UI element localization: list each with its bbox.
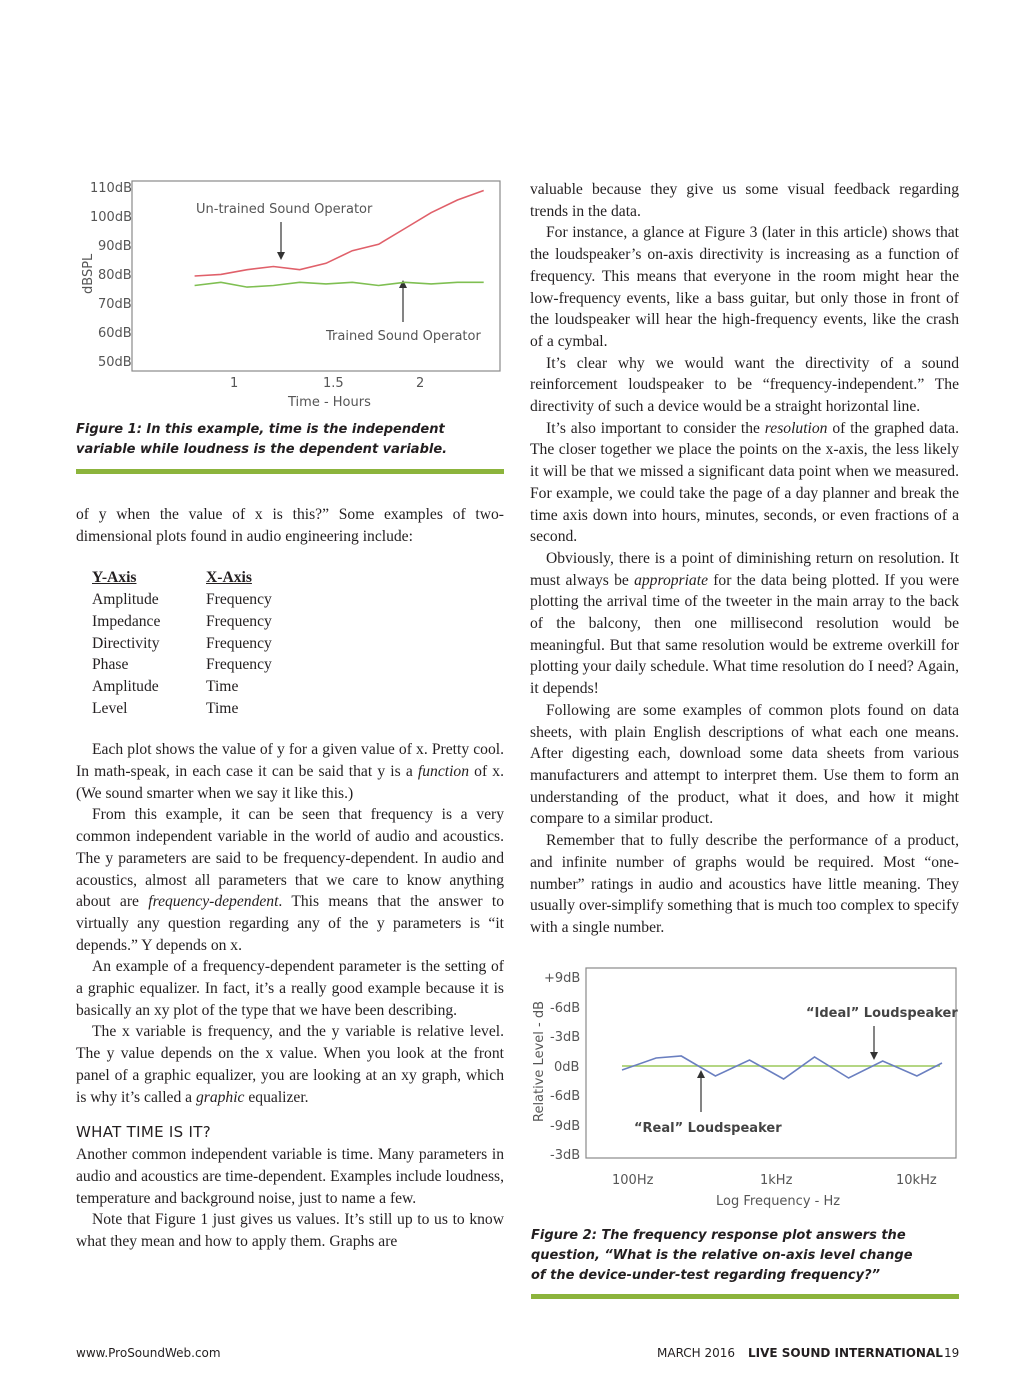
section-heading: WHAT TIME IS IT? bbox=[76, 1123, 211, 1142]
table-row: Directivity Frequency bbox=[92, 634, 272, 652]
left-paragraph-7: Note that Figure 1 just gives us values. It’s still up to us to know what they mean and how to apply them. Graphs are bbox=[76, 1211, 504, 1251]
right-paragraph-6: Following are some examples of common plots found on data sheets, with plain English descriptions of what each one means. After digesting each, download some data sheets from various manufacturers and attempt to interpret them. Use them to form an understanding of the product, what it does, and how it might compare to a similar product. bbox=[530, 701, 959, 828]
fig2-xtick: 1kHz bbox=[760, 1173, 793, 1188]
left-column bbox=[76, 504, 504, 1253]
figure1-caption: Figure 1: In this example, time is the independent variable while loudness is the dependent variable. bbox=[76, 422, 448, 457]
fig1-ytick: 90dB bbox=[98, 239, 132, 254]
right-paragraph-4: It’s also important to consider the resolution of the graphed data. The closer together we place the points on the x-axis, the less likely it will be that we missed a significant data point when we measured. For example, we could take the page of a day planner and break the time axis down into hours, minutes, seconds, or even fractions of a second. bbox=[530, 419, 960, 546]
fig2-ytick: +9dB bbox=[544, 971, 581, 986]
table-row: Amplitude Frequency bbox=[92, 591, 272, 609]
fig2-ytick: -6dB bbox=[550, 1001, 581, 1016]
table-row: Level Time bbox=[92, 699, 239, 717]
right-paragraph-3: It’s clear why we would want the directivity of a sound reinforcement loudspeaker to be “frequency-independent.” The directivity of such a device would be a straight horizontal line. bbox=[530, 354, 959, 416]
fig2-annotation-ideal: “Ideal” Loudspeaker bbox=[806, 1006, 958, 1021]
right-paragraph-7: Remember that to fully describe the performance of a product, and infinite number of graphs would be required. Most “one-number” ratings in audio and acoustics have little meaning. They usually over-simplify something that is much too complex to specify with a single number. bbox=[530, 832, 959, 936]
fig1-xlabel: Time - Hours bbox=[288, 395, 371, 410]
figure2-divider bbox=[531, 1294, 959, 1299]
left-paragraph-4: An example of a frequency-dependent parameter is the setting of a graphic equalizer. In fact, it’s a really good example because it is basically an xy plot of the type that we have been describing. bbox=[76, 958, 504, 1019]
footer-date: MARCH 2016 bbox=[657, 1346, 736, 1360]
footer-page-number: 19 bbox=[944, 1346, 960, 1360]
figure2-caption: Figure 2: The frequency response plot answers the question, “What is the relative on-axis level change of the device-under-test regarding frequency?” bbox=[531, 1228, 913, 1283]
fig1-xtick: 1 bbox=[230, 376, 239, 391]
axes-table bbox=[92, 567, 272, 719]
fig1-xtick: 1.5 bbox=[323, 376, 344, 391]
right-paragraph-2: For instance, a glance at Figure 3 (later in this article) shows that the loudspeaker’s on-axis directivity is increasing as a function of frequency. This means that everyone in the room might hear the low-frequency events, like a bass guitar, but only those in front of the loudspeaker will hear the high-frequency events, like the crash of a cymbal. bbox=[530, 224, 959, 350]
fig1-ylabel: dBSPL bbox=[81, 253, 96, 294]
fig2-xtick: 10kHz bbox=[896, 1173, 937, 1188]
right-column bbox=[530, 179, 959, 939]
fig2-ytick: -6dB bbox=[550, 1089, 581, 1104]
table-row: Impedance Frequency bbox=[92, 612, 272, 630]
axes-table-header: X-Axis bbox=[206, 569, 252, 587]
fig1-ytick: 60dB bbox=[98, 326, 132, 341]
fig1-ytick: 70dB bbox=[98, 297, 132, 312]
fig2-ytick: -3dB bbox=[550, 1030, 581, 1045]
left-paragraph-5: The x variable is frequency, and the y variable is relative level. The y value depends on the x value. When you look at the front panel of a graphic equalizer, you are looking at an xy graph, which is why it’s called a graphic equalizer. bbox=[76, 1023, 504, 1106]
left-paragraph-6: Another common independent variable is time. Many parameters in audio and acoustics are time-dependent. Examples include loudness, temperature and background noise, just to name a few. bbox=[76, 1146, 504, 1207]
fig1-annotation-trained: Trained Sound Operator bbox=[326, 329, 481, 344]
axes-table-header: Y-Axis bbox=[92, 569, 137, 587]
figure2-chart bbox=[530, 962, 960, 1220]
left-paragraph-3: From this example, it can be seen that frequency is a very common independent variable in the world of audio and acoustics. The y parameters are said to be frequency-dependent. In audio and acoustics, almost all parameters that we care to know anything about are frequency-dependent. This means that the answer to virtually any question regarding any of the y parameters is “it depends.” Y depends on x. bbox=[76, 806, 504, 954]
right-paragraph-1: valuable because they give us some visual feedback regarding trends in the data. bbox=[530, 181, 959, 220]
fig1-ytick: 110dB bbox=[90, 181, 132, 196]
fig1-ytick: 80dB bbox=[98, 268, 132, 283]
figure1-chart bbox=[76, 172, 506, 417]
left-paragraph-1: of y when the value of x is this?” Some examples of two-dimensional plots found in audio engineering include: bbox=[76, 506, 504, 545]
fig2-annotation-real: “Real” Loudspeaker bbox=[634, 1121, 782, 1136]
table-row: Amplitude Time bbox=[92, 677, 239, 695]
fig2-ytick: -3dB bbox=[550, 1148, 581, 1163]
right-paragraph-5: Obviously, there is a point of diminishing return on resolution. It must always be appropriate for the data being plotted. If you were plotting the arrival time of the tweeter in the main array to the back of the balcony, then one millisecond resolution would be meaningful. But that same resolution would be extreme overkill for plotting your daily schedule. What time resolution do I need? Again, it depends! bbox=[530, 549, 959, 698]
fig2-xtick: 100Hz bbox=[612, 1173, 654, 1188]
fig2-ytick: 0dB bbox=[554, 1060, 580, 1075]
footer-magazine: LIVE SOUND INTERNATIONAL bbox=[748, 1346, 943, 1360]
table-row: Phase Frequency bbox=[92, 656, 272, 674]
left-paragraph-2: Each plot shows the value of y for a given value of x. Pretty cool. In math-speak, in each case it can be said that y is a function of x. (We sound smarter when we say it like this.) bbox=[76, 741, 504, 802]
fig1-ytick: 100dB bbox=[90, 210, 132, 225]
fig1-ytick: 50dB bbox=[98, 355, 132, 370]
figure1-divider bbox=[76, 469, 504, 474]
fig2-ylabel: Relative Level - dB bbox=[532, 1001, 547, 1122]
fig1-annotation-untrained: Un-trained Sound Operator bbox=[196, 202, 373, 217]
fig2-xlabel: Log Frequency - Hz bbox=[716, 1194, 841, 1209]
fig1-xtick: 2 bbox=[416, 376, 425, 391]
footer-website: www.ProSoundWeb.com bbox=[76, 1346, 221, 1360]
fig2-ytick: -9dB bbox=[550, 1119, 581, 1134]
